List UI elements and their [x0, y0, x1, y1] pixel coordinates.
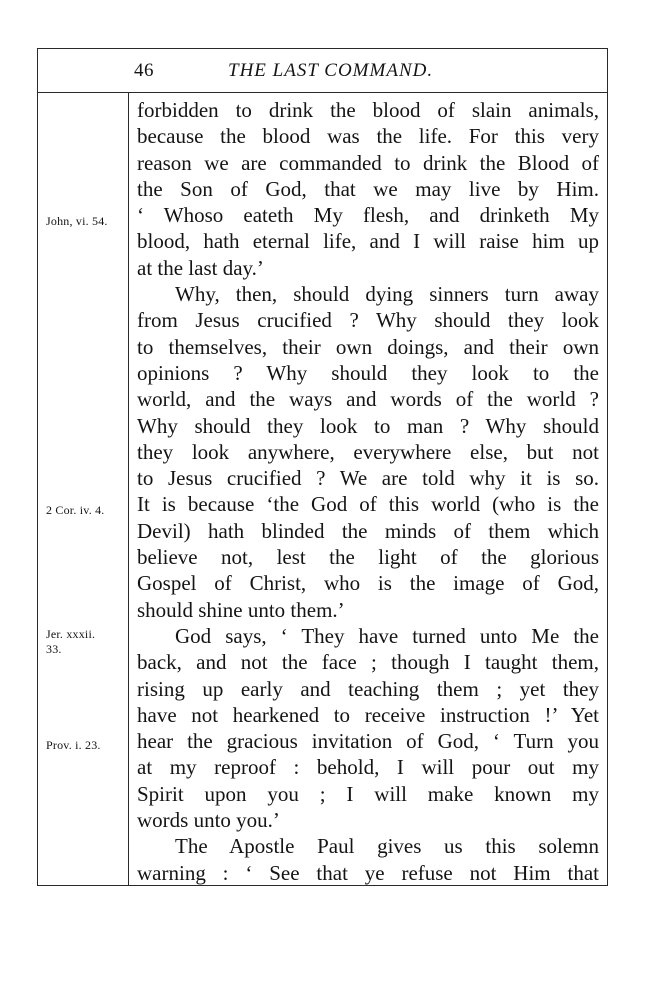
text-line: warning : ‘ See that ye refuse not Him that: [137, 860, 599, 885]
text-line: believe not, lest the light of the glorious: [137, 545, 599, 570]
text-line: Gospel of Christ, who is the image of God,: [137, 571, 599, 596]
margin-note-jer-verse: 33.: [46, 642, 62, 656]
text-line: It is because ‘the God of this world (who is the: [137, 492, 599, 517]
text-line: blood, hath eternal life, and I will raise him up: [137, 229, 599, 254]
page-number: 46: [134, 60, 154, 81]
text-line: they look anywhere, everywhere else, but not: [137, 439, 599, 464]
text-line: rising up early and teaching them ; yet they: [137, 676, 599, 701]
text-line: back, and not the face ; though I taught them,: [137, 650, 599, 675]
text-line: have not hearkened to receive instruction !’ Yet: [137, 702, 599, 727]
text-line: Why, then, should dying sinners turn away: [175, 282, 599, 307]
text-line: world, and the ways and words of the world ?: [137, 387, 599, 412]
text-line: because the blood was the life. For this very: [137, 124, 599, 149]
text-line: from Jesus crucified ? Why should they look: [137, 308, 599, 333]
text-line: The Apostle Paul gives us this solemn: [175, 834, 599, 859]
margin-note-2-cor: 2 Cor. iv. 4.: [46, 503, 105, 517]
margin-note-jer: Jer. xxxii.: [46, 627, 96, 641]
text-line: words unto you.’: [137, 808, 280, 833]
margin-note-john: John, vi. 54.: [46, 214, 108, 228]
text-line: Spirit upon you ; I will make known my: [137, 781, 599, 806]
text-line: ‘ Whoso eateth My flesh, and drinketh My: [137, 203, 599, 228]
text-line: should shine unto them.’: [137, 597, 345, 622]
text-line: to Jesus crucified ? We are told why it is so.: [137, 466, 599, 491]
text-line: Devil) hath blinded the minds of them which: [137, 518, 599, 543]
text-line: opinions ? Why should they look to the: [137, 360, 599, 385]
text-line: hear the gracious invitation of God, ‘ Turn you: [137, 729, 599, 754]
text-line: God says, ‘ They have turned unto Me the: [175, 623, 599, 648]
text-line: at the last day.’: [137, 255, 264, 280]
margin-note-prov: Prov. i. 23.: [46, 738, 101, 752]
body-text: [137, 97, 599, 886]
text-line: the Son of God, that we may live by Him.: [137, 176, 599, 201]
text-line: at my reproof : behold, I will pour out my: [137, 755, 599, 780]
text-line: reason we are commanded to drink the Blood of: [137, 150, 599, 175]
text-line: Why should they look to man ? Why should: [137, 413, 599, 438]
text-line: to themselves, their own doings, and their own: [137, 334, 599, 359]
margin-rule: [128, 92, 129, 886]
header-rule: [37, 92, 608, 93]
text-line: forbidden to drink the blood of slain animals,: [137, 98, 599, 122]
running-title: THE LAST COMMAND.: [228, 60, 434, 81]
